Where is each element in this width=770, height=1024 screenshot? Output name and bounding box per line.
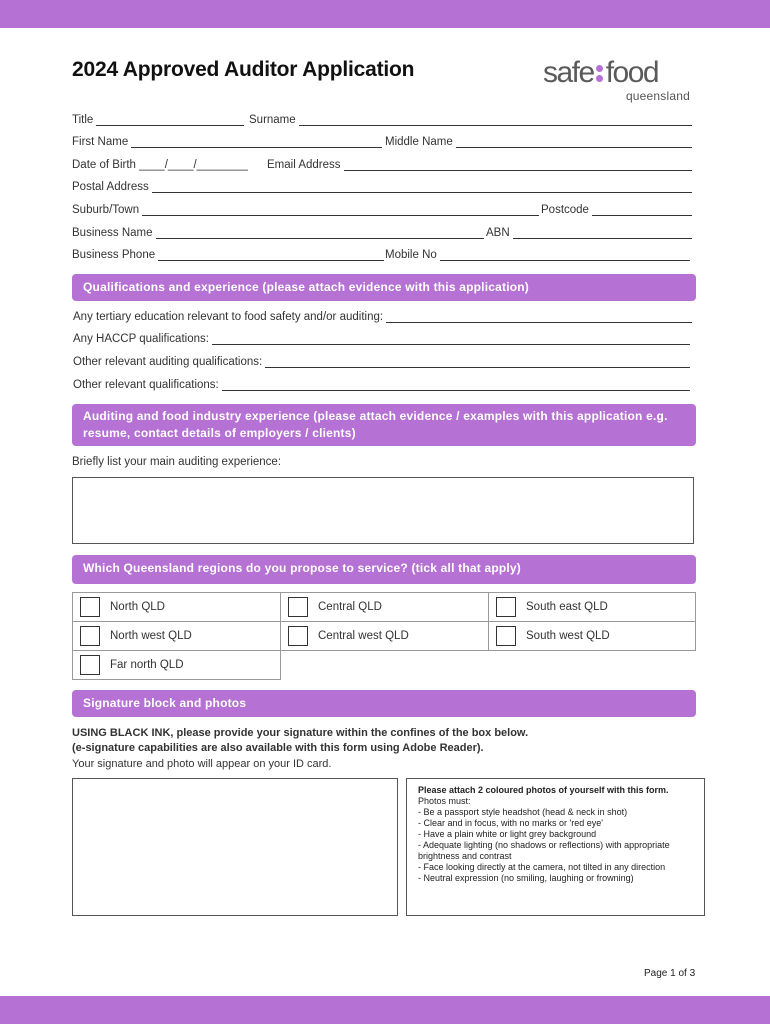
signature-heading — [72, 690, 696, 717]
logo-dots-icon — [595, 62, 605, 84]
suburb-field[interactable] — [72, 200, 539, 216]
postal-address-field[interactable] — [72, 177, 692, 193]
surname-field[interactable] — [249, 110, 692, 126]
other-qualifications-field[interactable] — [73, 375, 690, 391]
region-central-west-qld[interactable] — [280, 621, 489, 651]
business-name-label: Business Name — [72, 227, 153, 239]
region-label: Central QLD — [318, 601, 382, 613]
checkbox-icon[interactable] — [80, 597, 100, 617]
logo-text-safe: safe — [543, 56, 594, 89]
signature-instruction-2: (e-signature capabilities are also available with this form using Adobe Reader). — [72, 742, 484, 754]
auditing-qualifications-label: Other relevant auditing qualifications: — [73, 356, 263, 368]
mobile-label: Mobile No — [385, 249, 437, 261]
region-south-east-qld[interactable] — [488, 592, 696, 622]
experience-textbox[interactable] — [72, 477, 694, 544]
email-field[interactable] — [267, 155, 692, 171]
photo-rule: - Neutral expression (no smiling, laughing or frowning) — [418, 873, 634, 883]
signature-box[interactable] — [72, 778, 398, 916]
postal-address-label: Postal Address — [72, 181, 149, 193]
mobile-field[interactable] — [385, 245, 690, 261]
page-title: 2024 Approved Auditor Application — [72, 58, 415, 81]
photo-must-label: Photos must: — [418, 796, 471, 806]
region-north-west-qld[interactable] — [72, 621, 281, 651]
photo-rule: - Adequate lighting (no shadows or reflections) with appropriate brightness and contrast — [418, 840, 670, 861]
region-label: Far north QLD — [110, 659, 184, 671]
region-central-qld[interactable] — [280, 592, 489, 622]
title-field[interactable] — [72, 110, 244, 126]
auditing-qualifications-field[interactable] — [73, 352, 690, 368]
abn-field[interactable] — [486, 223, 692, 239]
suburb-label: Suburb/Town — [72, 204, 140, 216]
page-number: Page 1 of 3 — [644, 968, 696, 979]
checkbox-icon[interactable] — [288, 597, 308, 617]
regions-heading — [72, 555, 696, 584]
business-phone-field[interactable] — [72, 245, 384, 261]
safe-food-logo — [543, 56, 693, 106]
tertiary-education-label: Any tertiary education relevant to food safety and/or auditing: — [73, 311, 384, 323]
experience-heading — [72, 404, 696, 446]
abn-label: ABN — [486, 227, 510, 239]
region-south-west-qld[interactable] — [488, 621, 696, 651]
photo-rule: - Be a passport style headshot (head & neck in shot) — [418, 807, 628, 817]
first-name-field[interactable] — [72, 132, 382, 148]
region-north-qld[interactable] — [72, 592, 281, 622]
regions-heading-text: Which Queensland regions do you propose to service? (tick all that apply) — [83, 561, 522, 575]
first-name-label: First Name — [72, 136, 129, 148]
surname-label: Surname — [249, 114, 296, 126]
haccp-field[interactable] — [73, 329, 690, 345]
region-label: South east QLD — [526, 601, 608, 613]
photo-heading: Please attach 2 coloured photos of yourself with this form. — [418, 785, 669, 795]
signature-instruction-3: Your signature and photo will appear on your ID card. — [72, 758, 332, 770]
date-of-birth-label: Date of Birth ____/____/________ — [72, 159, 248, 171]
postcode-field[interactable] — [541, 200, 692, 216]
bottom-banner — [0, 996, 770, 1024]
haccp-label: Any HACCP qualifications: — [73, 333, 209, 345]
title-label: Title — [72, 114, 94, 126]
checkbox-icon[interactable] — [80, 655, 100, 675]
logo-text-food: food — [605, 56, 659, 89]
checkbox-icon[interactable] — [496, 597, 516, 617]
top-banner — [0, 0, 770, 28]
middle-name-label: Middle Name — [385, 136, 453, 148]
qualifications-heading-text: Qualifications and experience (please attach evidence with this application) — [83, 280, 529, 294]
region-far-north-qld[interactable] — [72, 650, 281, 680]
checkbox-icon[interactable] — [288, 626, 308, 646]
middle-name-field[interactable] — [385, 132, 692, 148]
region-label: Central west QLD — [318, 630, 409, 642]
experience-heading-line1: Auditing and food industry experience (please attach evidence / examples with this application e.g. — [83, 409, 668, 423]
checkbox-icon[interactable] — [496, 626, 516, 646]
date-of-birth-field[interactable] — [72, 155, 262, 171]
region-label: North west QLD — [110, 630, 192, 642]
photo-rule: - Have a plain white or light grey background — [418, 829, 597, 839]
logo-subtitle: queensland — [625, 89, 690, 103]
signature-heading-text: Signature block and photos — [83, 696, 247, 710]
tertiary-education-field[interactable] — [73, 307, 692, 323]
region-label: North QLD — [110, 601, 165, 613]
qualifications-heading — [72, 274, 696, 301]
photo-instructions-box — [406, 778, 705, 916]
business-phone-label: Business Phone — [72, 249, 156, 261]
other-qualifications-label: Other relevant qualifications: — [73, 379, 219, 391]
signature-instruction-1: USING BLACK INK, please provide your signature within the confines of the box below. — [72, 727, 529, 739]
postcode-label: Postcode — [541, 204, 589, 216]
photo-rule: - Face looking directly at the camera, not tilted in any direction — [418, 862, 666, 872]
region-label: South west QLD — [526, 630, 610, 642]
business-name-field[interactable] — [72, 223, 484, 239]
photo-rule: - Clear and in focus, with no marks or 'red eye' — [418, 818, 604, 828]
checkbox-icon[interactable] — [80, 626, 100, 646]
email-label: Email Address — [267, 159, 341, 171]
experience-heading-line2: resume, contact details of employers / clients) — [83, 426, 356, 440]
experience-prompt: Briefly list your main auditing experience: — [72, 456, 282, 468]
